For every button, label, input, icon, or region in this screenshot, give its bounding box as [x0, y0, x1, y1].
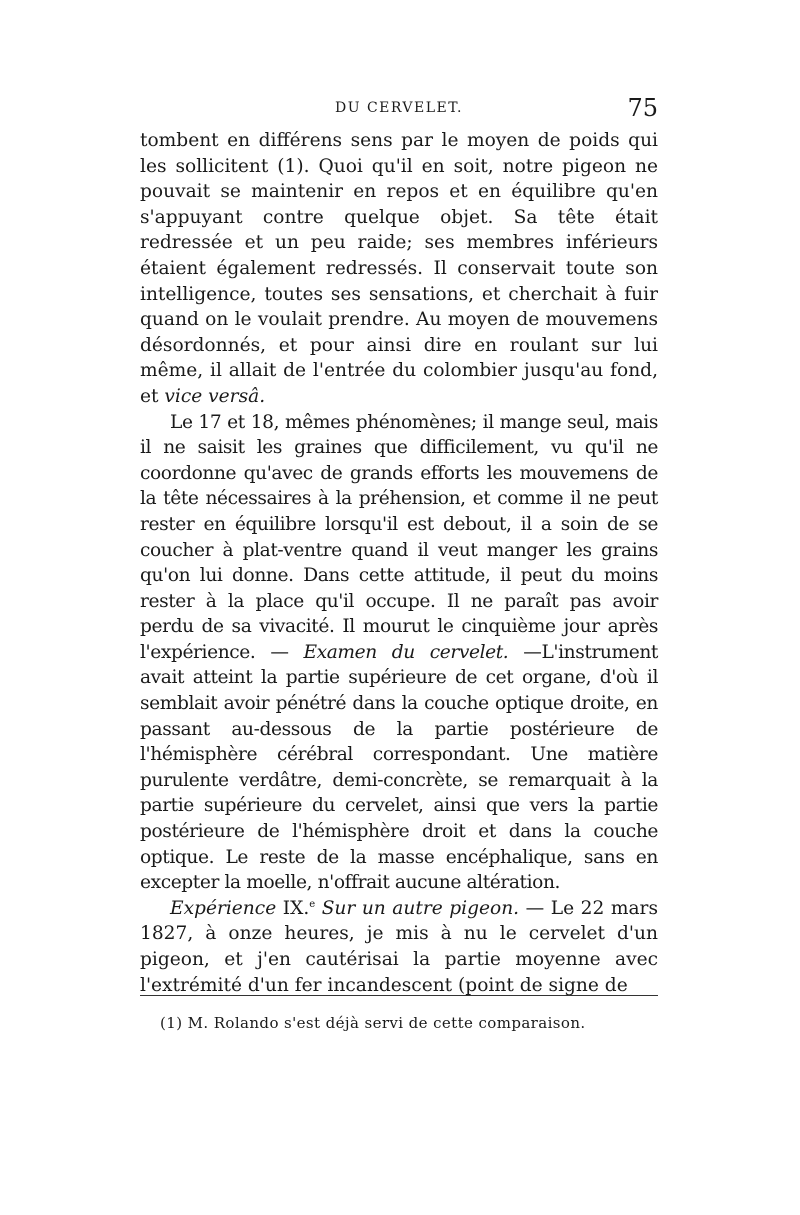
- experiment-numeral: IX.: [276, 897, 310, 919]
- body-text: [140, 128, 658, 998]
- paragraph-text: —L'instrument avait atteint la partie supérieure de cet organe, d'où il semblait avoir pénétré dans la couche optique droite, en passant au-dessous de la partie postérieure de l'hémisphère cérébral correspondant. Une matière purulente verdâtre, demi-concrète, se remarquait à la partie supérieure du cervelet, ainsi que vers la partie postérieure de l'hémisphère droit et dans la couche optique. Le reste de la masse encéphalique, sans en excepter la moelle, n'offrait aucune altération.: [140, 641, 658, 894]
- paragraph-continued: [140, 128, 658, 410]
- paragraph-text: — Le 22 mars 1827, à onze heures, je mis à nu le cervelet d'un pigeon, et j'en cautérisai la partie moyenne avec l'extrémité d'un fer incandescent (point de signe de: [140, 897, 658, 996]
- italic-phrase: vice versâ.: [164, 385, 266, 407]
- experiment-title: Sur un autre pigeon.: [315, 897, 520, 919]
- page-number: 75: [627, 94, 658, 122]
- paragraph-text: Le 17 et 18, mêmes phénomènes; il mange seul, mais il ne saisit les graines que difficilement, vu qu'il ne coordonne qu'avec de grands efforts les mouvemens de la tête nécessaires à la préhension, et comme il ne peut rester en équilibre lorsqu'il est debout, il a soin de se coucher à plat-ventre quand il veut manger les grains qu'on lui donne. Dans cette attitude, il peut du moins rester à la place qu'il occupe. Il ne paraît pas avoir perdu de sa vivacité. Il mourut le cinquième jour après l'expérience. —: [140, 411, 658, 663]
- footnote-rule: [140, 995, 658, 996]
- footnote: (1) M. Rolando s'est déjà servi de cette comparaison.: [160, 1014, 586, 1032]
- ordinal-suffix: e: [309, 898, 316, 910]
- paragraph-text: tombent en différens sens par le moyen de poids qui les sollicitent (1). Quoi qu'il en soit, notre pigeon ne pouvait se maintenir en repos et en équilibre qu'en s'appuyant contre quelque objet. Sa tête était redressée et un peu raide; ses membres inférieurs étaient également redressés. Il conservait toute son intelligence, toutes ses sensations, et cherchait à fuir quand on le voulait prendre. Au moyen de mouvemens désordonnés, et pour ainsi dire en roulant sur lui même, il allait de l'entrée du colombier jusqu'au fond, et: [140, 130, 658, 407]
- experiment-label: Expérience: [170, 897, 277, 919]
- paragraph-experiment: [140, 896, 658, 998]
- running-head: [140, 94, 658, 124]
- paragraph-observation: [140, 410, 658, 896]
- running-title: DU CERVELET.: [334, 100, 464, 116]
- italic-heading: Examen du cervelet.: [303, 641, 509, 663]
